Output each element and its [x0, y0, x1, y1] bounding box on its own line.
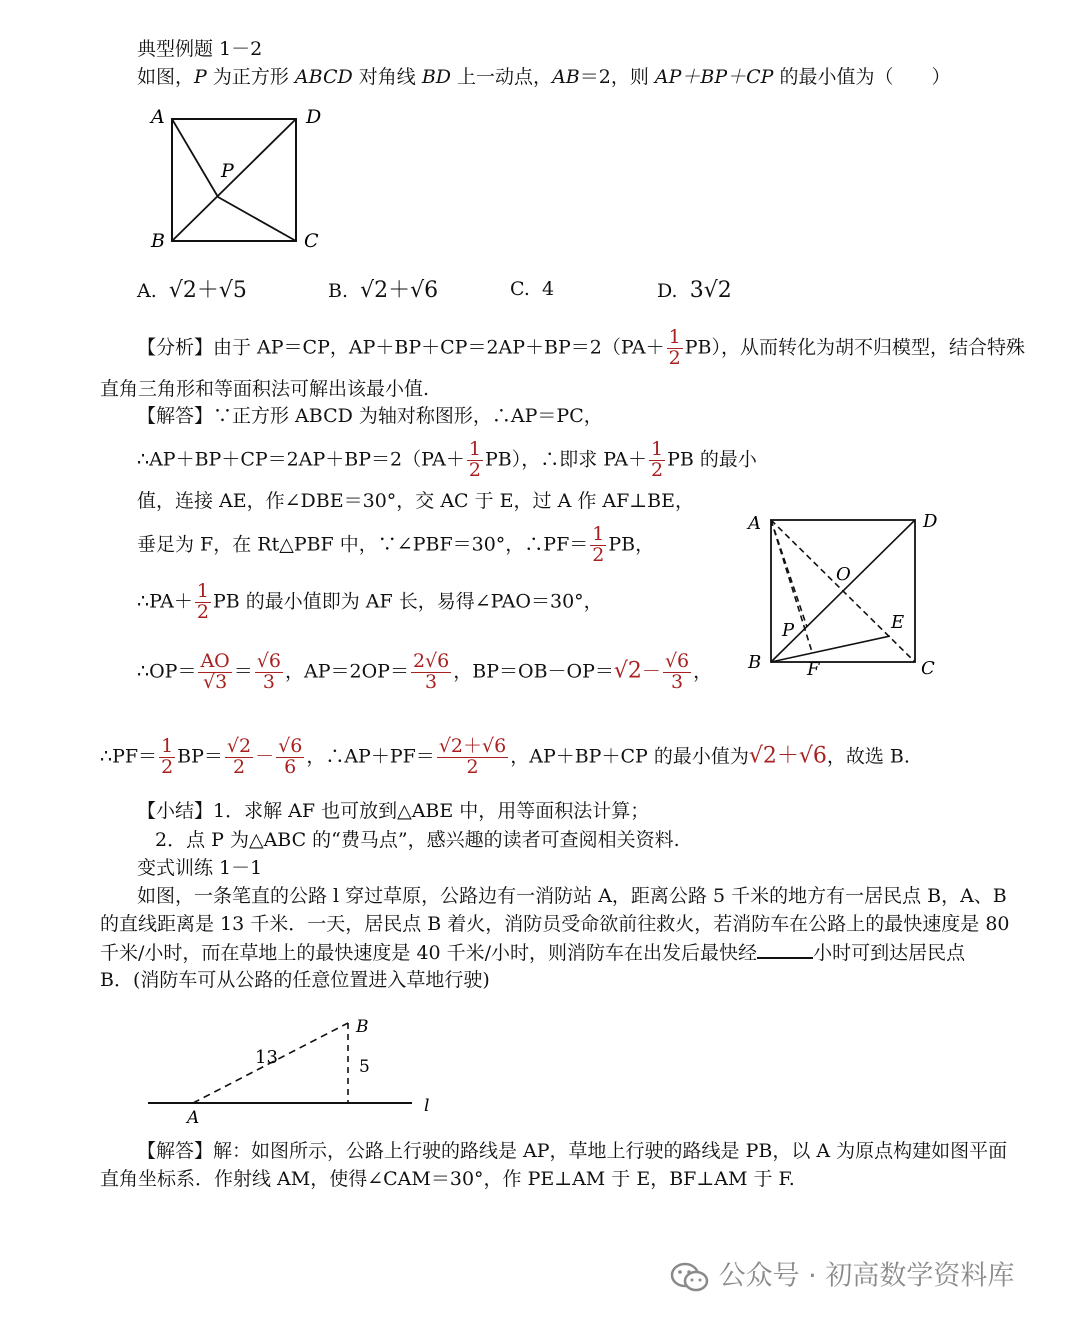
solution-2-line-1: 【解答】解：如图所示，公路上行驶的路线是 AP，草地上行驶的路线是 PB，以 A 为原点构建如图平面 [137, 1140, 1008, 1162]
question-2-line-3: 千米/小时，而在草地上的最快速度是 40 千米/小时，则消防车在出发后最快经 小时可到达居民点 [100, 942, 966, 964]
figure-square-1 [140, 100, 340, 260]
label-D: D [306, 106, 322, 128]
question-2-line-1: 如图，一条笔直的公路 l 穿过草原，公路边有一消防站 A，距离公路 5 千米的地方有一居民点 B，A、B [137, 885, 1007, 907]
solution-line-5: ∴PA＋ $\frac{1}{2}$ PB 的最小值即为 AF 长，易得∠PAO＝30°， [137, 580, 603, 623]
label-B: B [356, 1017, 369, 1037]
wechat-icon [670, 1260, 710, 1294]
label-5: 5 [359, 1057, 370, 1077]
question-1-text: 如图，P 为正方形 ABCD 对角线 BD 上一动点，AB＝2，则 AP＋BP＋CP 的最小值为（ ） [137, 66, 951, 88]
solution-line-1: 【解答】∵正方形 ABCD 为轴对称图形，∴AP＝PC， [137, 405, 603, 427]
analysis-line-2: 直角三角形和等面积法可解出该最小值. [100, 378, 430, 400]
label-B: B [151, 230, 165, 252]
summary-line-1: 【小结】1．求解 AF 也可放到△ABE 中，用等面积法计算； [137, 800, 650, 822]
label-C: C [304, 230, 319, 252]
option-b: B. √2＋√6 [328, 278, 439, 303]
analysis-line-1: 【分析】由于 AP＝CP，AP＋BP＋CP＝2AP＋BP＝2（PA＋ $\frac{1}{2}$ PB），从而转化为胡不归模型，结合特殊 [137, 326, 1025, 369]
figure-square-2 [740, 505, 950, 685]
example-heading: 典型例题 1－2 [137, 38, 263, 60]
option-a: A. √2＋√5 [137, 278, 247, 303]
label-13: 13 [255, 1047, 278, 1068]
label-P: P [221, 160, 234, 182]
label-A: A [187, 1108, 200, 1128]
solution-line-6: ∴OP＝ $\frac{AO}{√3}$ ＝ $\frac{√6}{3}$ ，AP＝2OP＝ $\frac{2√6}{3}$ ，BP＝OB－OP＝√2－ $\frac{√6}{3}$ ， [137, 650, 713, 693]
label-D: D [923, 511, 938, 532]
solution-line-4: 垂足为 F，在 Rt△PBF 中，∵∠PBF＝30°，∴PF＝ $\frac{1}{2}$ PB， [137, 523, 655, 566]
watermark: 公众号 · 初高数学资料库 [670, 1260, 1014, 1294]
summary-line-2: 2．点 P 为△ABC 的“费马点”，感兴趣的读者可查阅相关资料. [155, 829, 680, 851]
question-2-line-2: 的直线距离是 13 千米．一天，居民点 B 着火，消防员受命欲前往救火，若消防车在公路上的最快速度是 80 [100, 913, 1010, 935]
label-A: A [151, 106, 165, 128]
answer-blank[interactable] [757, 941, 813, 959]
label-B: B [748, 652, 762, 673]
option-d: D. 3√2 [657, 278, 732, 303]
solution-line-2: ∴AP＋BP＋CP＝2AP＋BP＝2（PA＋ $\frac{1}{2}$ PB），∴即求 PA＋ $\frac{1}{2}$ PB 的最小 [137, 438, 757, 481]
question-2-line-4: B．(消防车可从公路的任意位置进入草地行驶) [100, 969, 490, 991]
solution-2-line-2: 直角坐标系．作射线 AM，使得∠CAM＝30°，作 PE⊥AM 于 E，BF⊥AM 于 F. [100, 1168, 795, 1190]
label-A: A [748, 513, 761, 534]
label-O: O [836, 564, 851, 585]
label-F: F [807, 659, 820, 680]
label-P: P [782, 620, 795, 641]
label-E: E [891, 612, 905, 633]
solution-line-7: ∴PF＝ $\frac{1}{2}$ BP＝ $\frac{√2}{2}$ － $\frac{√6}{6}$ ，∴AP＋PF＝ $\frac{√2+√6}{2}$ ，AP＋BP＋CP 的最小值为√2＋√6，故选 B. [100, 735, 910, 778]
figure-road [140, 1010, 450, 1130]
label-C: C [921, 658, 935, 679]
option-c: C. 4 [510, 278, 555, 300]
variant-heading: 变式训练 1－1 [137, 857, 263, 879]
label-l: l [424, 1096, 430, 1116]
solution-line-3: 值，连接 AE，作∠DBE＝30°，交 AC 于 E，过 A 作 AF⊥BE， [137, 490, 694, 512]
